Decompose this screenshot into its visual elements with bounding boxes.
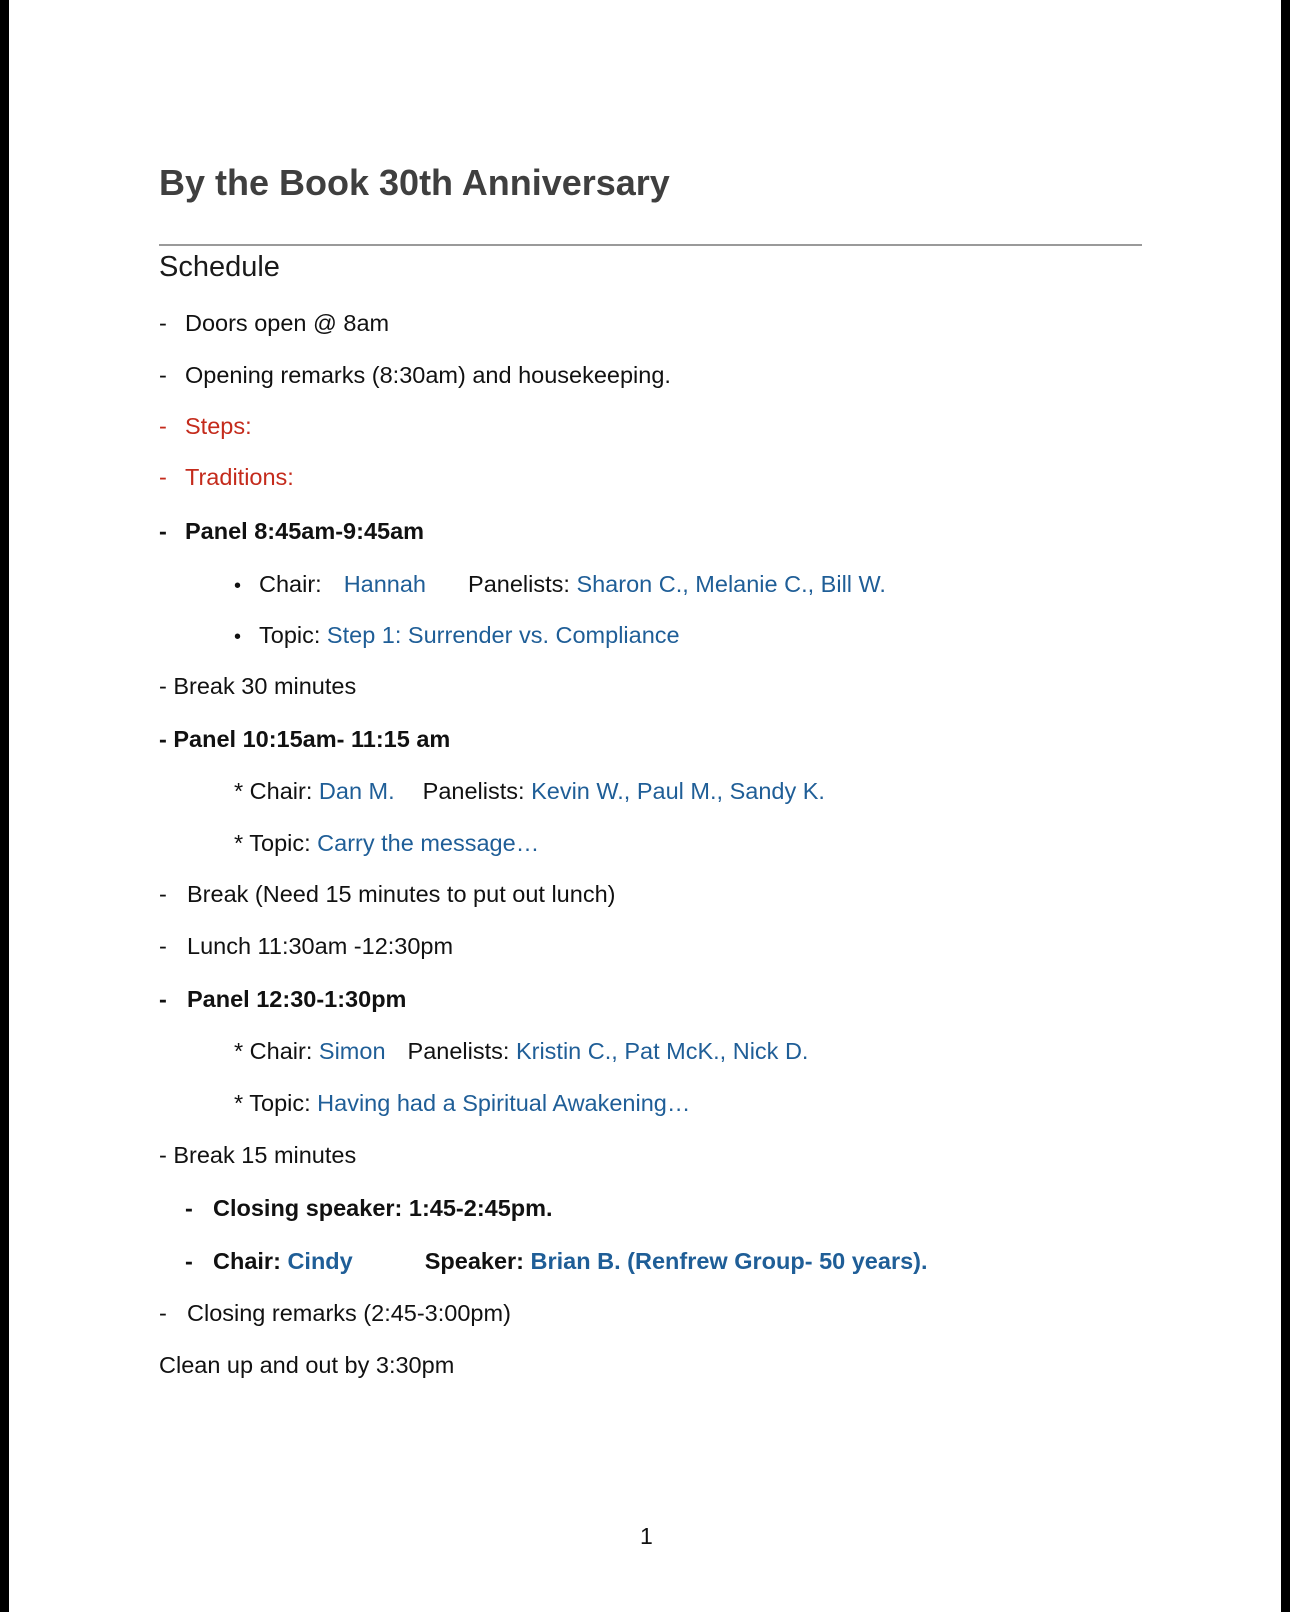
panel-1-topic-line: [234, 620, 680, 652]
panel-3-topic-line: [234, 1088, 690, 1118]
opening-remarks-text: Opening remarks (8:30am) and housekeeping.: [185, 362, 671, 388]
schedule-item-break-1: - Break 30 minutes: [159, 673, 357, 699]
break-2-text: Break (Need 15 minutes to put out lunch): [187, 881, 616, 907]
dash-marker: -: [159, 310, 167, 336]
topic-label: * Topic:: [234, 1090, 311, 1116]
traditions-text: Traditions:: [185, 464, 294, 490]
schedule-item-traditions: [159, 462, 294, 492]
panelists-label: Panelists:: [422, 778, 525, 804]
doors-open-text: Doors open @ 8am: [185, 310, 390, 336]
panelists-label: Panelists:: [407, 1038, 510, 1064]
dash-marker: -: [159, 881, 167, 907]
schedule-item-doors-open: [159, 308, 389, 338]
panel-2-chair-line: [234, 776, 825, 806]
panel-3-chair: Simon: [318, 1038, 386, 1064]
closing-speaker-line: [185, 1246, 928, 1276]
dash-marker: -: [159, 1300, 167, 1326]
dash-marker: -: [159, 464, 167, 490]
panelists-label: Panelists:: [468, 571, 570, 597]
panel-3-title-text: Panel 12:30-1:30pm: [187, 986, 407, 1012]
steps-text: Steps:: [185, 413, 252, 439]
closing-speaker-title-text: Closing speaker: 1:45-2:45pm.: [213, 1195, 553, 1221]
dash-marker: -: [185, 1248, 193, 1274]
title-divider: [159, 244, 1142, 246]
topic-label: Topic:: [259, 622, 321, 648]
chair-label: * Chair:: [234, 778, 313, 804]
speaker-label: Speaker:: [424, 1248, 524, 1274]
closing-chair: Cindy: [287, 1248, 353, 1274]
chair-label: * Chair:: [234, 1038, 313, 1064]
schedule-item-closing-remarks: [159, 1298, 511, 1328]
schedule-item-cleanup: Clean up and out by 3:30pm: [159, 1352, 455, 1378]
panel-2-title: - Panel 10:15am- 11:15 am: [159, 726, 451, 752]
panel-3-panelists: Kristin C., Pat McK., Nick D.: [515, 1038, 809, 1064]
panel-1-panelists: Sharon C., Melanie C., Bill W.: [576, 571, 886, 597]
closing-remarks-text: Closing remarks (2:45-3:00pm): [187, 1300, 511, 1326]
bullet-marker: •: [234, 575, 242, 597]
section-heading: Schedule: [159, 251, 280, 283]
panel-3-title: [159, 984, 406, 1014]
document-title: By the Book 30th Anniversary: [159, 162, 670, 203]
panel-3-chair-line: [234, 1036, 808, 1066]
lunch-text: Lunch 11:30am -12:30pm: [187, 933, 454, 959]
topic-label: * Topic:: [234, 830, 311, 856]
dash-marker: -: [185, 1195, 193, 1221]
panel-1-chair-line: [234, 569, 886, 601]
schedule-item-break-3: - Break 15 minutes: [159, 1142, 357, 1168]
dash-marker: -: [159, 986, 167, 1012]
closing-speaker-title: [185, 1193, 553, 1223]
dash-marker: -: [159, 413, 167, 439]
panel-2-topic: Carry the message…: [317, 830, 540, 856]
page-number: 1: [640, 1523, 653, 1549]
panel-1-topic: Step 1: Surrender vs. Compliance: [326, 622, 680, 648]
panel-1-title: [159, 516, 424, 546]
dash-marker: -: [159, 362, 167, 388]
dash-marker: -: [159, 518, 167, 544]
panel-1-title-text: Panel 8:45am-9:45am: [185, 518, 425, 544]
panel-1-chair: Hannah: [343, 571, 427, 597]
chair-label: Chair:: [259, 571, 322, 597]
panel-2-panelists: Kevin W., Paul M., Sandy K.: [531, 778, 825, 804]
document-page: [9, 0, 1281, 1612]
panel-3-topic: Having had a Spiritual Awakening…: [317, 1090, 691, 1116]
chair-label: Chair:: [213, 1248, 281, 1274]
bullet-marker: •: [234, 626, 242, 648]
closing-speaker: Brian B. (Renfrew Group- 50 years).: [530, 1248, 928, 1274]
schedule-item-opening-remarks: [159, 360, 671, 390]
schedule-item-break-2: [159, 879, 615, 909]
schedule-item-steps: [159, 411, 252, 441]
panel-2-chair: Dan M.: [318, 778, 395, 804]
schedule-item-lunch: [159, 931, 453, 961]
panel-2-topic-line: [234, 828, 539, 858]
dash-marker: -: [159, 933, 167, 959]
